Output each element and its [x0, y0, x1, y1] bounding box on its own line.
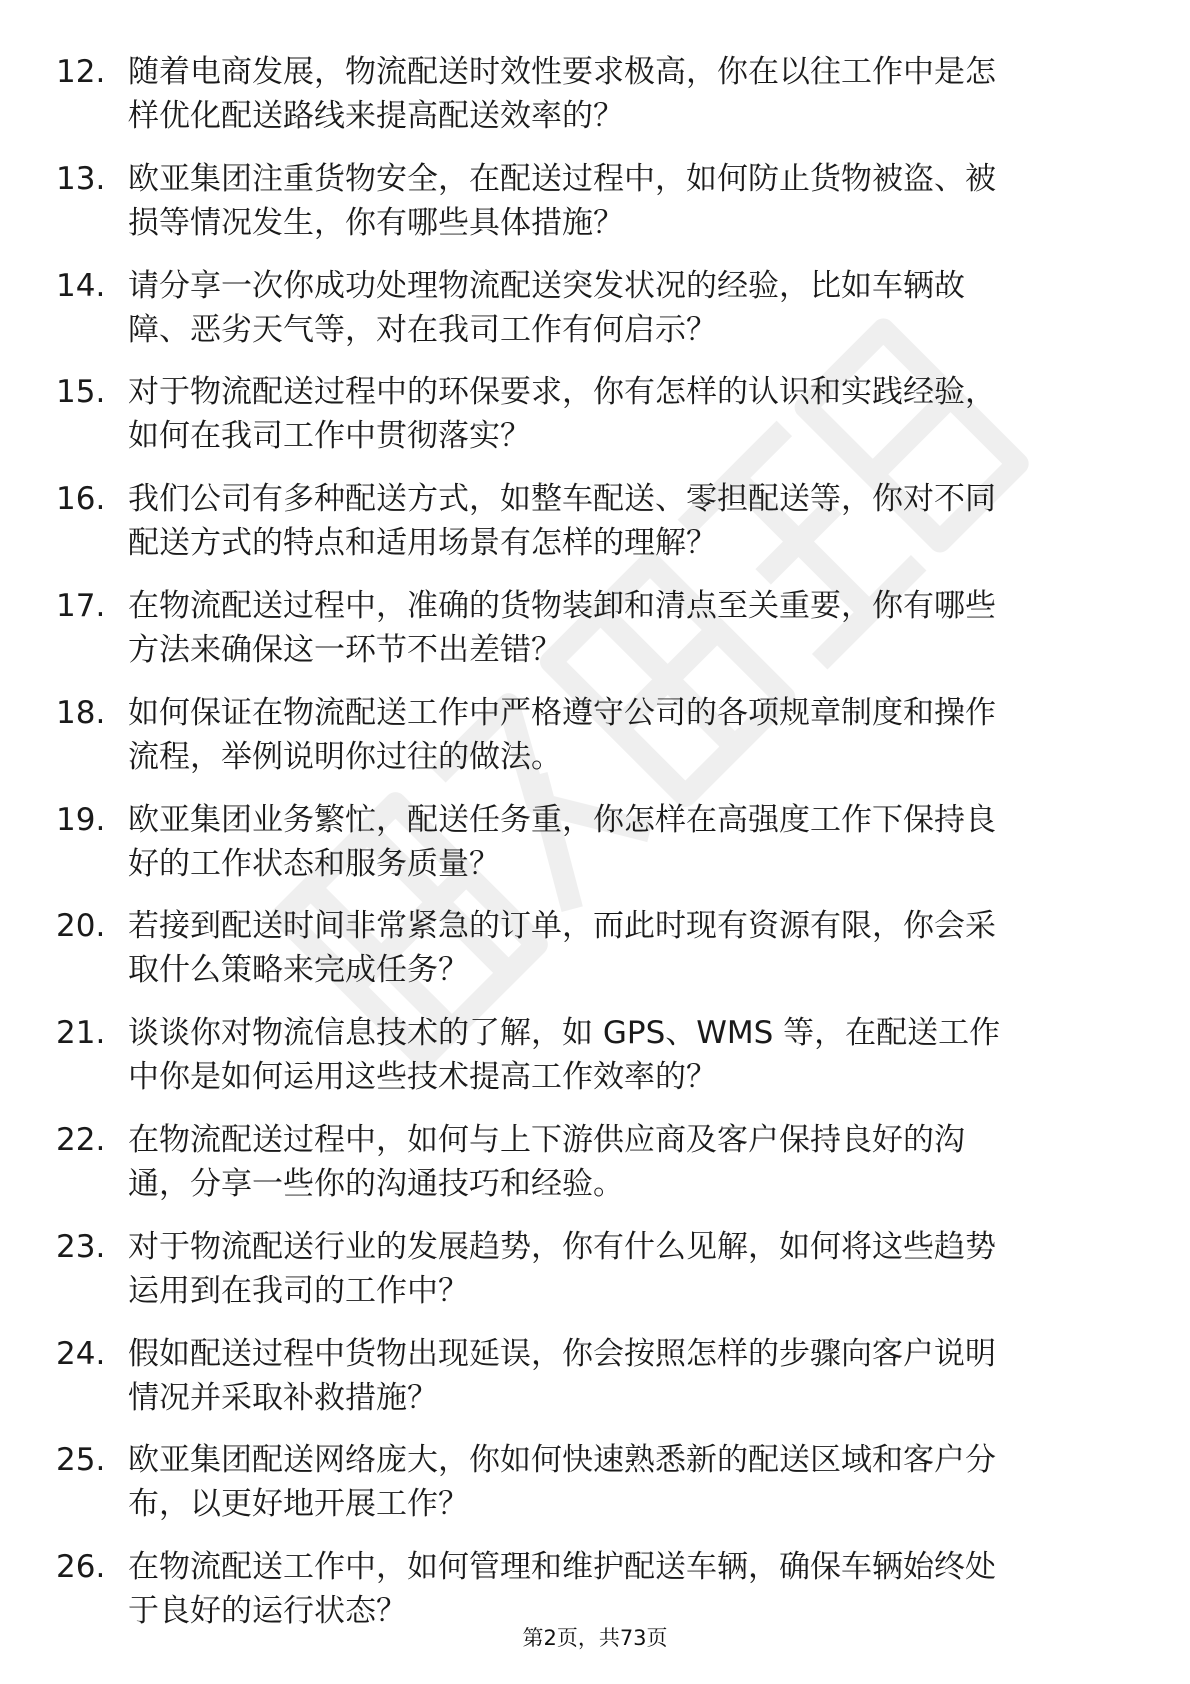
question-text-line: 请分享一次你成功处理物流配送突发状况的经验，比如车辆故 [128, 267, 965, 304]
question-text-line: 于良好的运行状态？ [128, 1593, 407, 1630]
question-text-line: 损等情况发生，你有哪些具体措施？ [128, 204, 624, 241]
question-item-19 [56, 798, 1136, 886]
question-text-line: 情况并采取补救措施？ [128, 1379, 438, 1416]
question-item-21 [56, 1011, 1136, 1099]
question-item-17 [56, 584, 1136, 672]
question-text-line: 样优化配送路线来提高配送效率的？ [128, 98, 624, 134]
question-item-26 [56, 1545, 1136, 1633]
question-text-line: 谈谈你对物流信息技术的了解，如 GPS、WMS 等，在配送工作 [128, 1015, 1001, 1052]
question-number: 22. [56, 1121, 106, 1158]
question-number: 17. [56, 587, 106, 624]
question-text-line: 对于物流配送过程中的环保要求，你有怎样的认识和实践经验， [128, 374, 996, 411]
question-number: 18. [56, 694, 106, 731]
question-text-line: 在物流配送工作中，如何管理和维护配送车辆，确保车辆始终处 [128, 1549, 996, 1586]
question-text-line: 运用到在我司的工作中？ [128, 1272, 469, 1309]
question-item-13 [56, 157, 1136, 245]
question-text-line: 流程，举例说明你过往的做法。 [128, 738, 562, 775]
question-number: 24. [56, 1335, 106, 1372]
question-item-15 [56, 370, 1136, 458]
question-number: 25. [56, 1442, 106, 1479]
question-text-line: 配送方式的特点和适用场景有怎样的理解？ [128, 525, 717, 562]
question-number: 20. [56, 908, 106, 945]
question-item-25 [56, 1438, 1136, 1526]
question-item-22 [56, 1118, 1136, 1206]
question-number: 15. [56, 374, 106, 411]
question-item-12 [56, 50, 1136, 138]
question-text-line: 随着电商发展，物流配送时效性要求极高，你在以往工作中是怎 [128, 54, 996, 90]
question-number: 21. [56, 1015, 106, 1052]
question-item-24 [56, 1332, 1136, 1420]
question-text-line: 欧亚集团注重货物安全，在配送过程中，如何防止货物被盗、被 [128, 160, 996, 197]
question-text-line: 我们公司有多种配送方式，如整车配送、零担配送等，你对不同 [128, 481, 996, 518]
question-number: 26. [56, 1549, 106, 1586]
question-text-line: 通，分享一些你的沟通技巧和经验。 [128, 1165, 624, 1202]
question-text-line: 如何在我司工作中贯彻落实？ [128, 418, 531, 455]
question-list [56, 50, 1136, 1652]
question-item-16 [56, 477, 1136, 565]
question-number: 14. [56, 267, 106, 304]
question-text-line: 假如配送过程中货物出现延误，你会按照怎样的步骤向客户说明 [128, 1335, 996, 1372]
question-text-line: 在物流配送过程中，准确的货物装卸和清点至关重要，你有哪些 [128, 587, 996, 624]
question-number: 12. [56, 54, 106, 90]
question-text-line: 方法来确保这一环节不出差错？ [128, 631, 562, 668]
question-text-line: 好的工作状态和服务质量？ [128, 845, 500, 882]
question-number: 13. [56, 160, 106, 197]
question-item-20 [56, 904, 1136, 992]
question-number: 16. [56, 481, 106, 518]
question-text-line: 障、恶劣天气等，对在我司工作有何启示？ [128, 311, 717, 348]
page-number-footer: 第2页，共73页 [522, 1626, 668, 1650]
question-item-18 [56, 691, 1136, 779]
question-text-line: 若接到配送时间非常紧急的订单，而此时现有资源有限，你会采 [128, 908, 996, 945]
question-text-line: 中你是如何运用这些技术提高工作效率的？ [128, 1059, 717, 1096]
question-item-23 [56, 1225, 1136, 1313]
question-text-line: 对于物流配送行业的发展趋势，你有什么见解，如何将这些趋势 [128, 1228, 996, 1265]
question-number: 23. [56, 1228, 106, 1265]
question-item-14 [56, 264, 1136, 352]
question-text-line: 欧亚集团业务繁忙，配送任务重，你怎样在高强度工作下保持良 [128, 801, 996, 838]
question-text-line: 在物流配送过程中，如何与上下游供应商及客户保持良好的沟 [128, 1121, 965, 1158]
question-text-line: 布，以更好地开展工作？ [128, 1486, 469, 1523]
question-text-line: 取什么策略来完成任务？ [128, 952, 469, 989]
question-number: 19. [56, 801, 106, 838]
question-text-line: 欧亚集团配送网络庞大，你如何快速熟悉新的配送区域和客户分 [128, 1442, 996, 1479]
question-text-line: 如何保证在物流配送工作中严格遵守公司的各项规章制度和操作 [128, 694, 996, 731]
